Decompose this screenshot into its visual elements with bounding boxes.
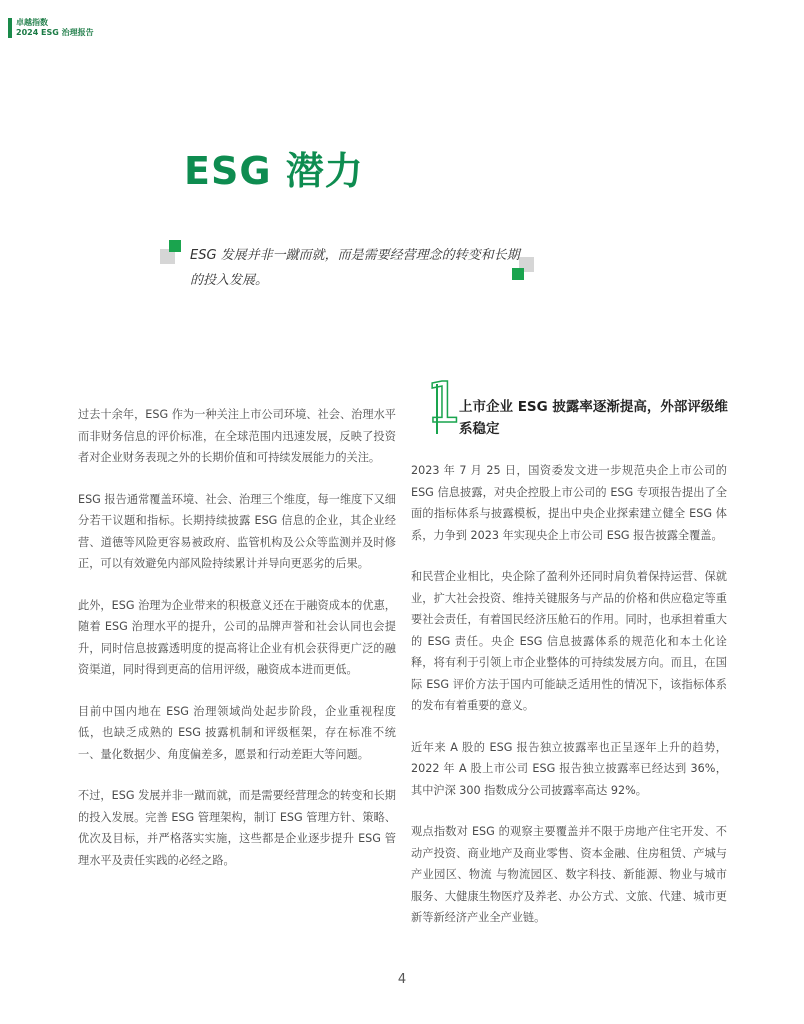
page-title: ESG 潜力: [184, 149, 364, 193]
body-paragraph: 和民营企业相比，央企除了盈利外还同时肩负着保持运营、保就业，扩大社会投资、维持关键服务与产品的价格和供应稳定等重要社会责任，有着国民经济压舱石的作用。同时，也承担着重大的 ESG 责任。央企 ESG 信息披露体系的规范化和本土化诠释，将有利于引领上市企业整体的可持续发展方向。而且，在国际 ESG 评价方法于国内可能缺乏适用性的情况下，该指标体系的发布有着重要的意义。: [411, 570, 727, 712]
section-heading: 上市企业 ESG 披露率逐渐提高，外部评级维系稳定: [459, 399, 728, 437]
page-number: 4: [397, 972, 407, 987]
section-number: 1: [426, 371, 462, 436]
pull-quote: ESG 发展并非一蹴而就，而是需要经营理念的转变和长期的投入发展。: [190, 248, 520, 288]
section-bracket: [436, 384, 448, 434]
body-paragraph: 过去十余年，ESG 作为一种关注上市公司环境、社会、治理水平而非财务信息的评价标准，在全球范围内迅速发展，反映了投资者对企业财务表现之外的长期价值和可持续发展能力的关注。: [78, 408, 396, 464]
left-column: [78, 404, 396, 891]
body-paragraph: 不过，ESG 发展并非一蹴而就，而是需要经营理念的转变和长期的投入发展。完善 ESG 管理架构，制订 ESG 管理方针、策略、优次及目标，并严格落实实施，这些都是企业逐步提升 ESG 管理水平及责任实践的必经之路。: [78, 789, 396, 867]
right-column: [411, 460, 727, 949]
body-paragraph: 目前中国内地在 ESG 治理领域尚处起步阶段，企业重视程度低，也缺乏成熟的 ESG 披露机制和评级框架，存在标准不统一、量化数据少、角度偏差多，愿景和行动差距大等问题。: [78, 704, 396, 761]
header-text-block: [16, 18, 94, 38]
body-paragraph: 观点指数对 ESG 的观察主要覆盖并不限于房地产住宅开发、不动产投资、商业地产及商业零售、资本金融、住房租赁、产城与产业园区、物流 与物流园区、数字科技、新能源、物业与城市服务、大健康生物医疗及养老、办公方式、文旅、代建、城市更新等新经济产业全产业链。: [411, 825, 727, 924]
body-paragraph: 此外，ESG 治理为企业带来的积极意义还在于融资成本的优惠，随着 ESG 治理水平的提升，公司的品牌声誉和社会认同也会提升，同时信息披露透明度的提高将让企业有机会获得更广泛的融资渠道，同时得到更高的信用评级，融资成本进而更低。: [78, 598, 396, 676]
report-header: [8, 18, 94, 38]
decor-square-green: [169, 240, 181, 252]
body-paragraph: 2023 年 7 月 25 日，国资委发文进一步规范央企上市公司的 ESG 信息披露，对央企控股上市公司的 ESG 专项报告提出了全面的指标体系与披露模板，提出中央企业探索建立健全 ESG 体系，力争到 2023 年实现央企上市公司 ESG 报告披露全覆盖。: [411, 464, 727, 542]
body-paragraph: ESG 报告通常覆盖环境、社会、治理三个维度，每一维度下又细分若干议题和指标。长期持续披露 ESG 信息的企业，其企业经营、道德等风险更容易被政府、监管机构及公众等监测并及时修正，可以有效避免内部风险持续累计并导向更恶劣的后果。: [78, 492, 396, 570]
header-report-name: 2024 ESG 治理报告: [16, 28, 94, 37]
header-brand: 卓越指数: [16, 18, 48, 27]
header-accent-bar: [8, 18, 12, 38]
body-paragraph: 近年来 A 股的 ESG 报告独立披露率也正呈逐年上升的趋势，2022 年 A 股上市公司 ESG 报告独立披露率已经达到 36%，其中沪深 300 指数成分公司披露率高达 92%。: [411, 740, 727, 797]
